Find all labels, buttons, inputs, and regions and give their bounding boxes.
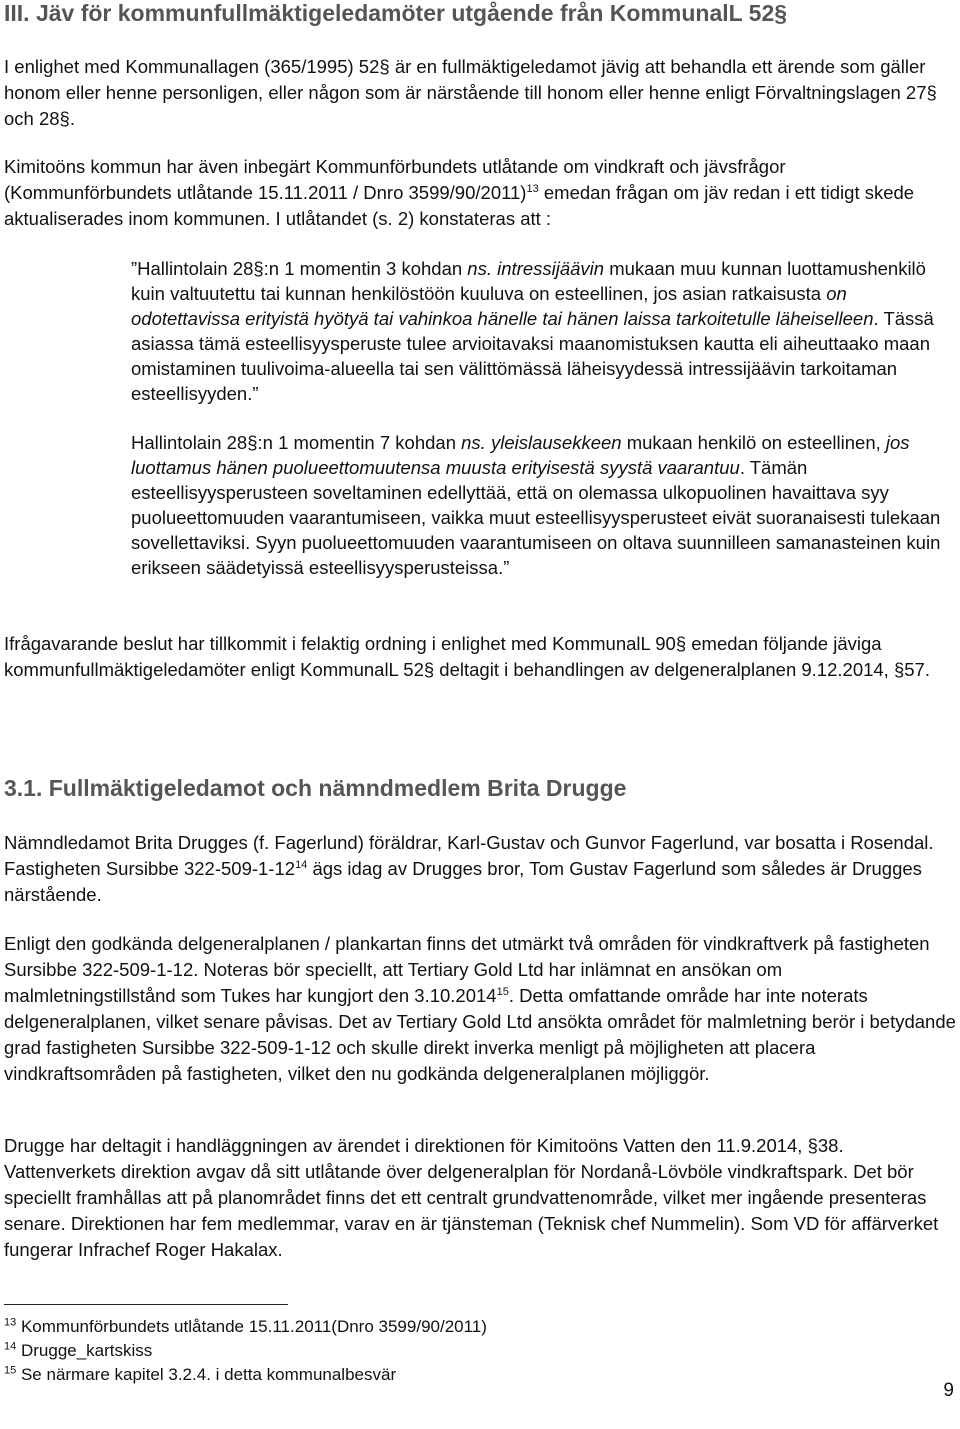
footnote-num: 15 (4, 1364, 17, 1377)
footnote-text: Kommunförbundets utlåtande 15.11.2011(Dnro 3599/90/2011) (16, 1317, 487, 1336)
para4-text-a: Nämndledamot Brita Drugges (f. Fagerlund) föräldrar, Karl-Gustav och Gunvor Fagerlund, var bosatta i Rosendal. Fastigheten Sursibbe 322-509-1-12 (4, 832, 934, 879)
section-heading-iii: III. Jäv för kommunfullmäktigeledamöter utgående från KommunalL 52§ (4, 0, 788, 26)
footnote-15 (4, 1364, 396, 1386)
footnote-ref-13: 13 (526, 182, 539, 195)
paragraph-kommunforbundet (4, 154, 956, 232)
quote-intressijaav (131, 256, 957, 406)
quote2-text2: . Tämän esteellisyysperusteen soveltaminen edellyttää, että on olemassa ulkopuolinen havaittava syy puolueettomuuden vaarantumiseen, vaikka muut esteellisyysperusteet eivät suoranaisesti tulekaan sovellettaviksi. Syyn puolueettomuuden vaarantumiseen on oltava suunnilleen samanasteinen kuin erikseen säädetyissä esteellisyysperusteissa.” (131, 457, 941, 578)
footnote-14 (4, 1340, 152, 1362)
footnote-ref-15: 15 (496, 985, 509, 998)
paragraph-kimitoons-vatten: Drugge har deltagit i handläggningen av ärendet i direktionen för Kimitoöns Vatten den 11.9.2014, §38. Vattenverkets direktion avgav då sitt utlåtande över delgeneralplan för Nordanå-Lövböle vindkraftspark. Det bör speciellt framhållas att på planområdet finns det ett centralt grundvattenområde, vilket mer ingående presenteras senare. Direktionen har fem medlemmar, varav en är tjänsteman (Teknisk chef Nummelin). Som VD för affärverket fungerar Infrachef Roger Hakalax. (4, 1135, 939, 1260)
footnote-ref-14: 14 (295, 858, 308, 871)
quote1-text1: mukaan muu kunnan luottamushenkilö kuin valtuutettu tai kunnan henkilöstöön kuuluva on esteellinen, jos asian ratkaisusta (131, 258, 926, 304)
para2-text-a: Kimitoöns kommun har även inbegärt Kommunförbundets utlåtande om vindkraft och jävsfrågor (Kommunförbundets utlåtande 15.11.2011 / Dnro 3599/90/2011) (4, 156, 786, 203)
quote1-text2: . Tässä asiassa tämä esteellisyysperuste tulee arvioitavaksi maanomistuksen kautta eli aiheuttaako maan omistaminen tuulivoima-alueella tai sen välittömässä läheisyydessä intressijäävin tarkoitaman esteellisyyden.” (131, 308, 934, 404)
quote2-term: yleislausekkeen (490, 432, 622, 453)
quote1-ns: ns. (467, 258, 492, 279)
footnote-num: 13 (4, 1316, 17, 1329)
quote2-ns: ns. (461, 432, 486, 453)
paragraph-delgeneralplan (4, 931, 956, 1087)
para2-text-b: emedan frågan om jäv redan i ett tidigt skede aktualiserades inom kommunen. I utlåtandet (s. 2) konstateras att : (4, 182, 915, 229)
footnote-text: Se närmare kapitel 3.2.4. i detta kommunalbesvär (16, 1365, 397, 1384)
footnote-separator (4, 1304, 288, 1305)
para4-text-b: ägs idag av Drugges bror, Tom Gustav Fagerlund som således är Drugges närstående. (4, 858, 922, 905)
footnote-text: Drugge_kartskiss (16, 1341, 153, 1360)
quote2-lead: Hallintolain 28§:n 1 momentin 7 kohdan (131, 432, 462, 453)
quote1-lead: ”Hallintolain 28§:n 1 momentin 3 kohdan (131, 258, 468, 279)
quote1-term: intressijäävin (497, 258, 605, 279)
section-heading-3-1: 3.1. Fullmäktigeledamot och nämndmedlem Brita Drugge (4, 775, 627, 801)
page-number: 9 (943, 1380, 954, 1401)
quote2-italic: jos luottamus hänen puolueettomuutensa muusta erityisestä syystä vaarantuu (131, 432, 910, 478)
para5-text-a: Enligt den godkända delgeneralplanen / plankartan finns det utmärkt två områden för vindkraftverk på fastigheten Sursibbe 322-509-1-12. Noteras bör speciellt, att Tertiary Gold Ltd har inlämnat en ansökan om malmletningstillstånd som Tukes har kungjort den 3.10.2014 (4, 933, 930, 1006)
quote-yleislauseke (131, 430, 957, 580)
para5-text-b: . Detta omfattande område har inte noterats delgeneralplanen, vilket senare påvisas. Det av Tertiary Gold Ltd ansökta området för malmletning berör i betydande grad fastigheten Sursibbe 322-509-1-12 och skulle direkt inverka menligt på möjligheten att placera vindkraftsområden på fastigheten, vilket den nu godkända delgeneralplanen möjliggör. (4, 985, 956, 1084)
paragraph-ifragavarande: Ifrågavarande beslut har tillkommit i felaktig ordning i enlighet med KommunalL 90§ emedan följande jäviga kommunfullmäktigeledamöter enligt KommunalL 52§ deltagit i behandlingen av delgeneralplanen 9.12.2014, §57. (4, 633, 930, 680)
paragraph-kommunallagen: I enlighet med Kommunallagen (365/1995) 52§ är en fullmäktigeledamot jävig att behandla ett ärende som gäller honom eller henne personligen, eller någon som är närstående till honom eller henne enligt Förvaltningslagen 27§ och 28§. (4, 56, 937, 129)
quote1-italic: on odotettavissa erityistä hyötyä tai vahinkoa hänelle tai hänen laissa tarkoitetulle läheiselleen (131, 283, 874, 329)
footnote-13 (4, 1316, 487, 1338)
paragraph-drugge-family (4, 830, 956, 908)
footnote-num: 14 (4, 1340, 17, 1353)
quote2-text1: mukaan henkilö on esteellinen, (621, 432, 886, 453)
